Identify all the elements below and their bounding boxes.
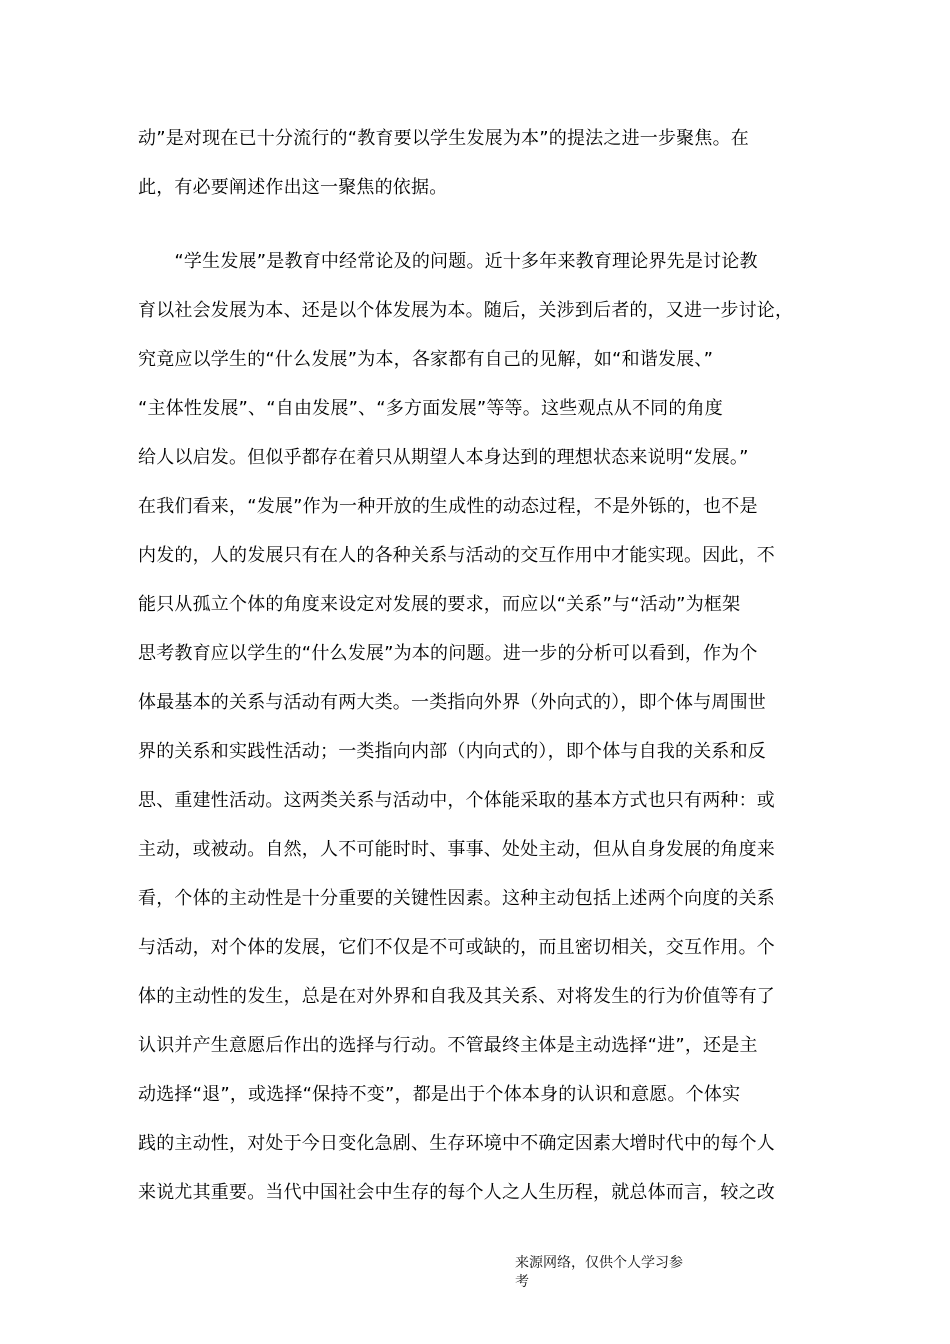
body-line: 体的主动性的发生，总是在对外界和自我及其关系、对将发生的行为价值等有了 xyxy=(138,986,775,1007)
body-line: 育以社会发展为本、还是以个体发展为本。随后，关涉到后者的，又进一步讨论， xyxy=(138,300,794,321)
body-line: 与活动，对个体的发展，它们不仅是不可或缺的，而且密切相关，交互作用。个 xyxy=(138,937,775,958)
body-line: 看，个体的主动性是十分重要的关键性因素。这种主动包括上述两个向度的关系 xyxy=(138,888,775,909)
footer-line-2: 考 xyxy=(515,1274,529,1290)
body-line: “主体性发展”、“自由发展”、“多方面发展”等等。这些观点从不同的角度 xyxy=(138,398,723,419)
body-line: 能只从孤立个体的角度来设定对发展的要求，而应以“关系”与“活动”为框架 xyxy=(138,594,741,615)
body-line: 来说尤其重要。当代中国社会中生存的每个人之人生历程，就总体而言，较之改 xyxy=(138,1182,775,1203)
footer-note xyxy=(515,1254,725,1292)
body-line: 给人以启发。但似乎都存在着只从期望人本身达到的理想状态来说明“发展。” xyxy=(138,447,749,468)
body-line: 动选择“退”，或选择“保持不变”，都是出于个体本身的认识和意愿。个体实 xyxy=(138,1084,741,1105)
body-line: 认识并产生意愿后作出的选择与行动。不管最终主体是主动选择“进”，还是主 xyxy=(138,1035,758,1056)
body-line: 思考教育应以学生的“什么发展”为本的问题。进一步的分析可以看到，作为个 xyxy=(138,643,758,664)
body-line: 此，有必要阐述作出这一聚焦的依据。 xyxy=(138,177,448,198)
body-line: 内发的，人的发展只有在人的各种关系与活动的交互作用中才能实现。因此，不 xyxy=(138,545,775,566)
body-line: “学生发展”是教育中经常论及的问题。近十多年来教育理论界先是讨论教 xyxy=(138,251,758,272)
body-line: 主动，或被动。自然，人不可能时时、事事、处处主动，但从自身发展的角度来 xyxy=(138,839,775,860)
body-line: 究竟应以学生的“什么发展”为本，各家都有自己的见解，如“和谐发展、” xyxy=(138,349,714,370)
body-line: 体最基本的关系与活动有两大类。一类指向外界（外向式的），即个体与周围世 xyxy=(138,692,766,713)
body-line: 在我们看来，“发展”作为一种开放的生成性的动态过程，不是外铄的，也不是 xyxy=(138,496,758,517)
body-line: 动”是对现在已十分流行的“教育要以学生发展为本”的提法之进一步聚焦。在 xyxy=(138,128,749,149)
footer-line-1: 来源网络，仅供个人学习参 xyxy=(515,1255,683,1271)
body-line: 思、重建性活动。这两类关系与活动中，个体能采取的基本方式也只有两种：或 xyxy=(138,790,775,811)
body-line: 践的主动性，对处于今日变化急剧、生存环境中不确定因素大增时代中的每个人 xyxy=(138,1133,775,1154)
body-line: 界的关系和实践性活动；一类指向内部（内向式的），即个体与自我的关系和反 xyxy=(138,741,766,762)
